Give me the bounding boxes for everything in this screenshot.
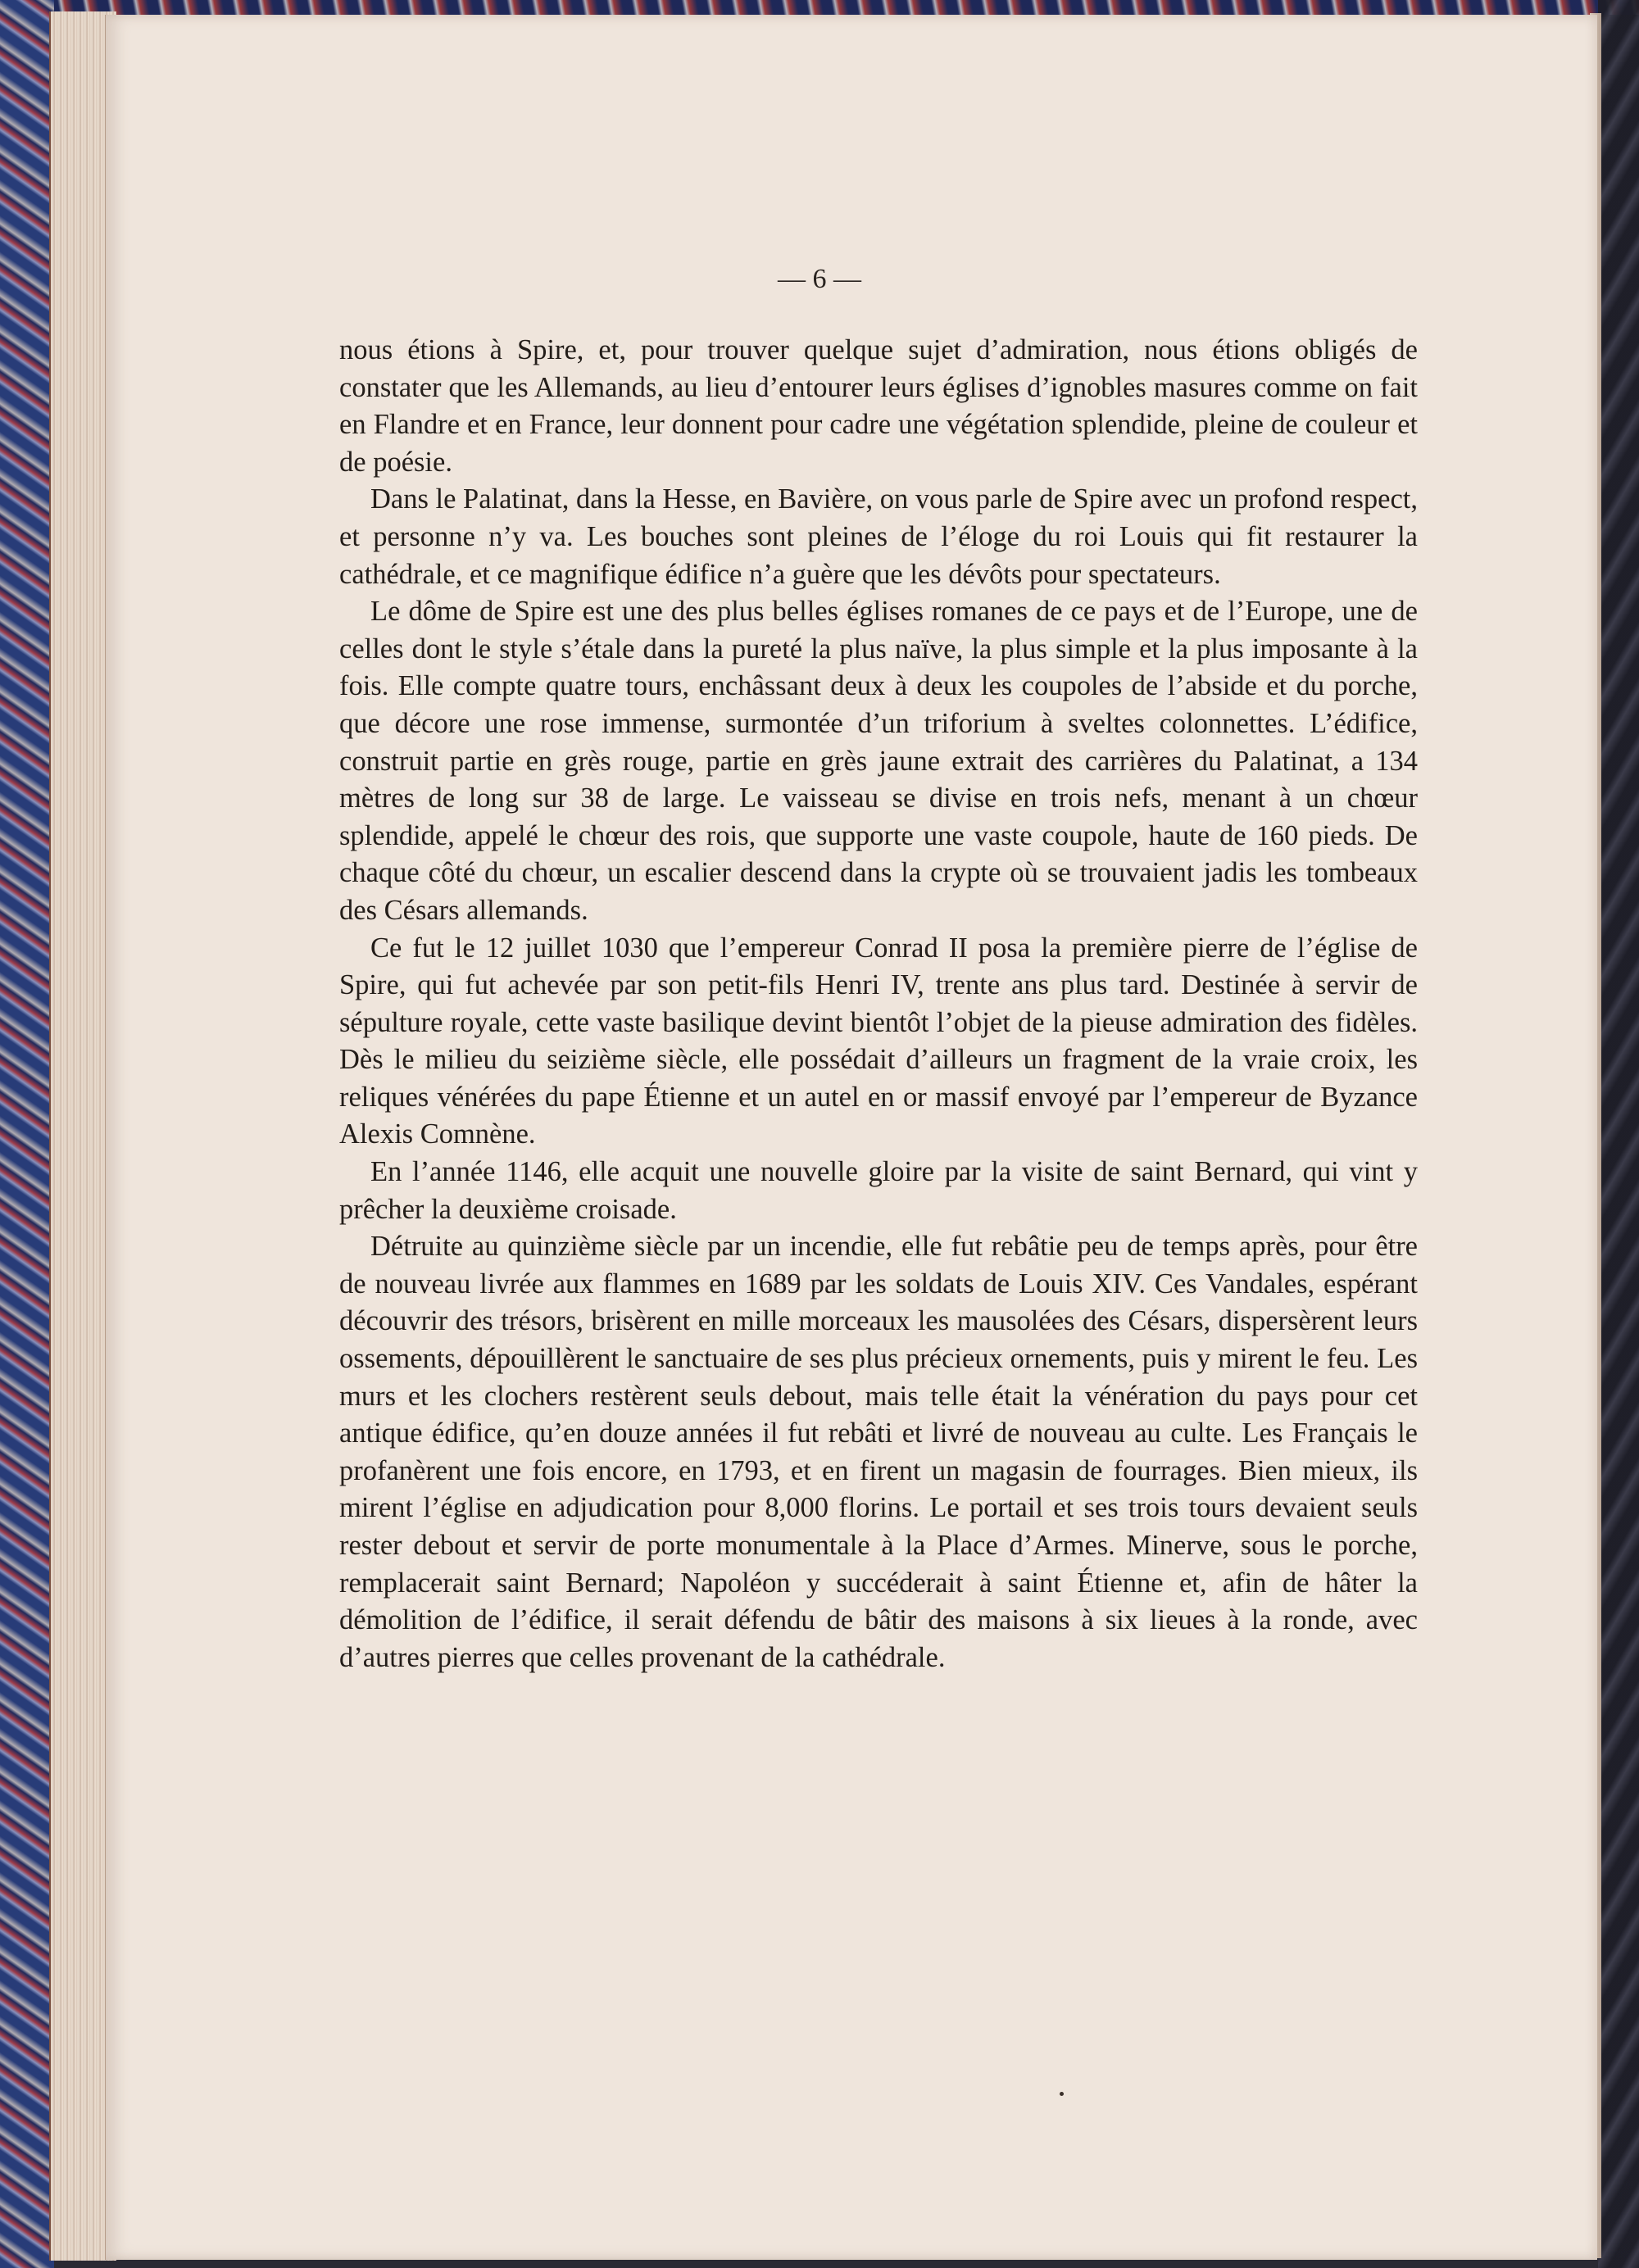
ink-speck <box>1060 2092 1064 2096</box>
paragraph-3: Le dôme de Spire est une des plus belles églises romanes de ce pays et de l’Europe, une de celles dont le style s’étale dans la pureté la plus naïve, la plus simple et la plus imposante à la fois. Elle compte quatre tours, enchâssant deux à deux les coupoles de l’abside et du porche, que décore une rose immense, surmontée d’un triforium à sveltes colonnettes. L’édifice, construit partie en grès rouge, partie en grès jaune extrait des carrières du Palatinat, a 134 mètres de long sur 38 de large. Le vaisseau se divise en trois nefs, menant à un chœur splendide, appelé le chœur des rois, que supporte une vaste coupole, haute de 160 pieds. De chaque côté du chœur, un escalier descend dans la crypte où se trouvaient jadis les tombeaux des Césars allemands. <box>339 596 1418 926</box>
paragraph-2: Dans le Palatinat, dans la Hesse, en Bavière, on vous parle de Spire avec un profond respect, et personne n’y va. Les bouches sont pleines de l’éloge du roi Louis qui fit restaurer la cathédrale, et ce magnifique édifice n’a guère que les dévôts pour spectateurs. <box>339 483 1418 590</box>
paragraph-5: En l’année 1146, elle acquit une nouvelle gloire par la visite de saint Bernard, qui vint y prêcher la deuxième croisade. <box>339 1156 1418 1225</box>
marbled-endpaper-right <box>1598 0 1639 2268</box>
marbled-endpaper-left <box>0 0 54 2268</box>
paragraph-6: Détruite au quinzième siècle par un incendie, elle fut rebâtie peu de temps après, pour être de nouveau livrée aux flammes en 1689 par les soldats de Louis XIV. Ces Vandales, espérant découvrir des trésors, brisèrent en mille morceaux les mausolées des Césars, dispersèrent leurs ossements, dépouillèrent le sanctuaire de ses plus précieux ornements, puis y mirent le feu. Les murs et les clochers restèrent seuls debout, mais telle était la vénération du pays pour cet antique édifice, qu’en douze années il fut rebâti et livré de nouveau au culte. Les Français le profanèrent une fois encore, en 1793, et en firent un magasin de fourrages. Bien mieux, ils mirent l’église en adjudication pour 8,000 florins. Le portail et ses trois tours devaient seuls rester debout et servir de porte monumentale à la Place d’Armes. Minerve, sous le porche, remplacerait saint Bernard; Napoléon y succéderait à saint Étienne et, afin de hâter la démolition de l’édifice, il serait défendu de bâtir des maisons à six lieues à la ronde, avec d’autres pierres que celles provenant de la cathédrale. <box>339 1231 1418 1673</box>
page-number: — 6 — <box>778 264 861 294</box>
body-text <box>339 332 1418 1676</box>
marbled-endpaper-top <box>0 0 1639 15</box>
paragraph-1: nous étions à Spire, et, pour trouver quelque sujet d’admiration, nous étions obligés de constater que les Allemands, au lieu d’entourer leurs églises d’ignobles masures comme on fait en Flandre et en France, leur donnent pour cadre une végétation splendide, pleine de couleur et de poésie. <box>339 334 1418 478</box>
paragraph-4: Ce fut le 12 juillet 1030 que l’empereur Conrad II posa la première pierre de l’église de Spire, qui fut achevée par son petit-fils Henri IV, trente ans plus tard. Destinée à servir de sépulture royale, cette vaste basilique devint bientôt l’objet de la pieuse admiration des fidèles. Dès le milieu du seizième siècle, elle possédait d’ailleurs un fragment de la vraie croix, les reliques vénérées du pape Étienne et un autel en or massif envoyé par l’empereur de Byzance Alexis Comnène. <box>339 932 1418 1150</box>
